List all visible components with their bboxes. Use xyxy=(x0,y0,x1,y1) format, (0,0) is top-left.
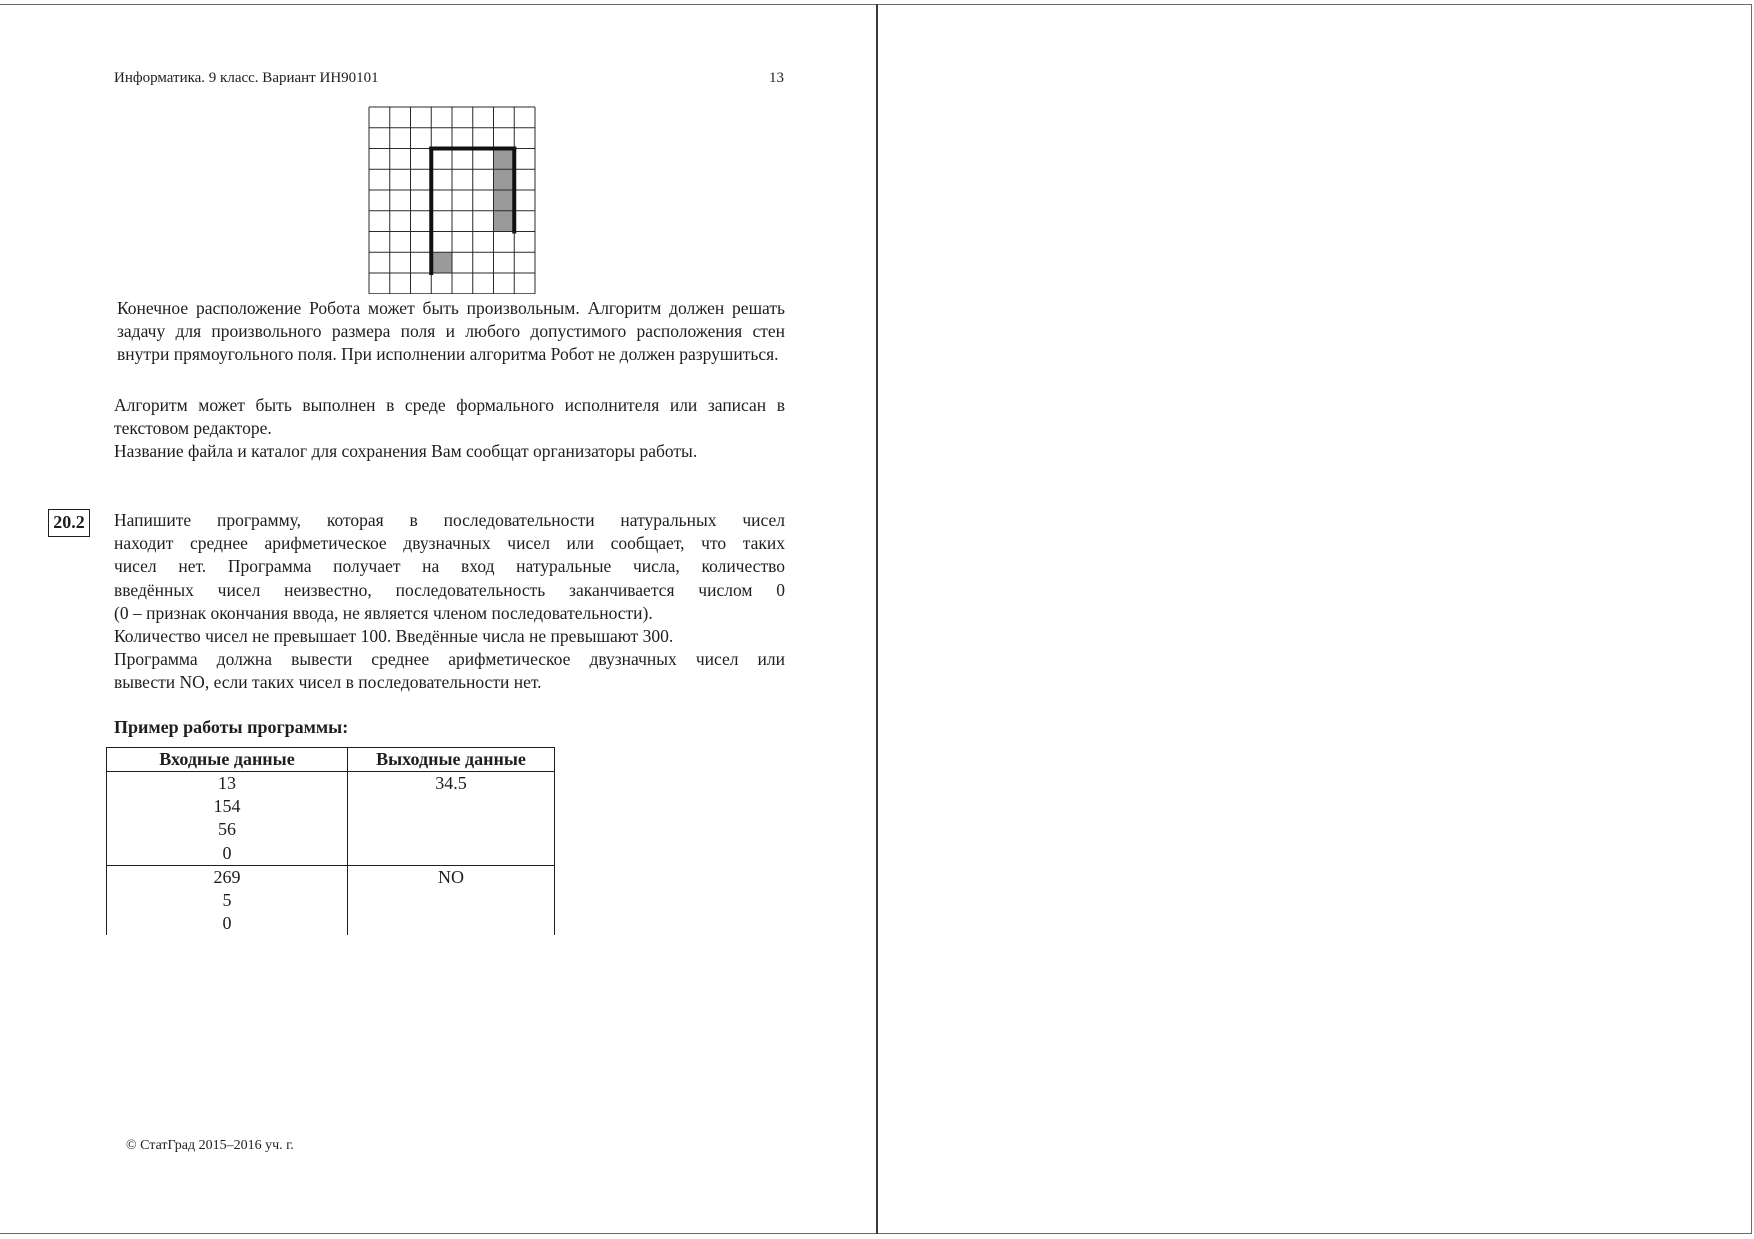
input-column-header: Входные данные xyxy=(107,748,348,772)
page-number: 13 xyxy=(769,70,784,86)
output-cell xyxy=(348,865,555,935)
example-title: Пример работы программы: xyxy=(114,717,349,737)
shaded-cell xyxy=(494,149,515,170)
page-header-title: Информатика. 9 класс. Вариант ИН90101 xyxy=(114,70,379,86)
shaded-cell xyxy=(494,190,515,211)
shaded-cell xyxy=(494,169,515,190)
copyright-footer: © СтатГрад 2015–2016 уч. г. xyxy=(126,1138,294,1153)
output-value: 34.5 xyxy=(435,773,467,793)
task-line: чисел нет. Программа получает на вход натуральные числа, количество xyxy=(114,556,785,577)
input-value: 5 xyxy=(222,890,232,911)
task-line: находит среднее арифметическое двузначных чисел или сообщает, что таких xyxy=(114,533,785,554)
output-cell xyxy=(348,772,555,866)
input-cell xyxy=(107,865,348,935)
input-value: 13 xyxy=(218,773,236,793)
paragraph-execution-environment: Алгоритм может быть выполнен в среде формального исполнителя или записан в текстовом редакторе. xyxy=(114,395,785,439)
robot-field-diagram xyxy=(368,106,536,294)
task-line: Программа должна вывести среднее арифметическое двузначных чисел или xyxy=(114,649,785,670)
task-number-badge: 20.2 xyxy=(48,509,90,537)
output-value: NO xyxy=(438,866,464,887)
input-value: 0 xyxy=(222,842,232,863)
example-io-table xyxy=(106,747,555,935)
table-header-row xyxy=(107,748,555,772)
task-line: Напишите программу, которая в последовательности натуральных чисел xyxy=(114,510,785,530)
paragraph-file-saving: Название файла и каталог для сохранения Вам сообщат организаторы работы. xyxy=(114,441,698,461)
table-row xyxy=(107,865,555,935)
shaded-cell xyxy=(431,252,452,273)
input-value: 56 xyxy=(218,819,236,840)
input-value: 0 xyxy=(222,913,232,934)
task-line: вывести NO, если таких чисел в последовательности нет. xyxy=(114,672,542,693)
task-line: введённых чисел неизвестно, последовательность заканчивается числом 0 xyxy=(114,579,785,600)
task-line: Количество чисел не превышает 100. Введённые числа не превышают 300. xyxy=(114,626,674,647)
shaded-cell xyxy=(494,211,515,232)
input-value: 269 xyxy=(213,866,241,887)
output-column-header: Выходные данные xyxy=(348,748,555,772)
task-line: (0 – признак окончания ввода, не является членом последовательности). xyxy=(114,602,653,623)
table-row xyxy=(107,772,555,866)
input-value: 154 xyxy=(213,796,241,817)
page-divider xyxy=(876,4,878,1234)
paragraph-robot-final-position: Конечное расположение Робота может быть произвольным. Алгоритм должен решать задачу для произвольного размера поля и любого допустимого расположения стен внутри прямоугольного поля. При исполнении алгоритма Робот не должен разрушиться. xyxy=(117,298,785,365)
input-cell xyxy=(107,772,348,866)
task-statement xyxy=(114,509,785,695)
